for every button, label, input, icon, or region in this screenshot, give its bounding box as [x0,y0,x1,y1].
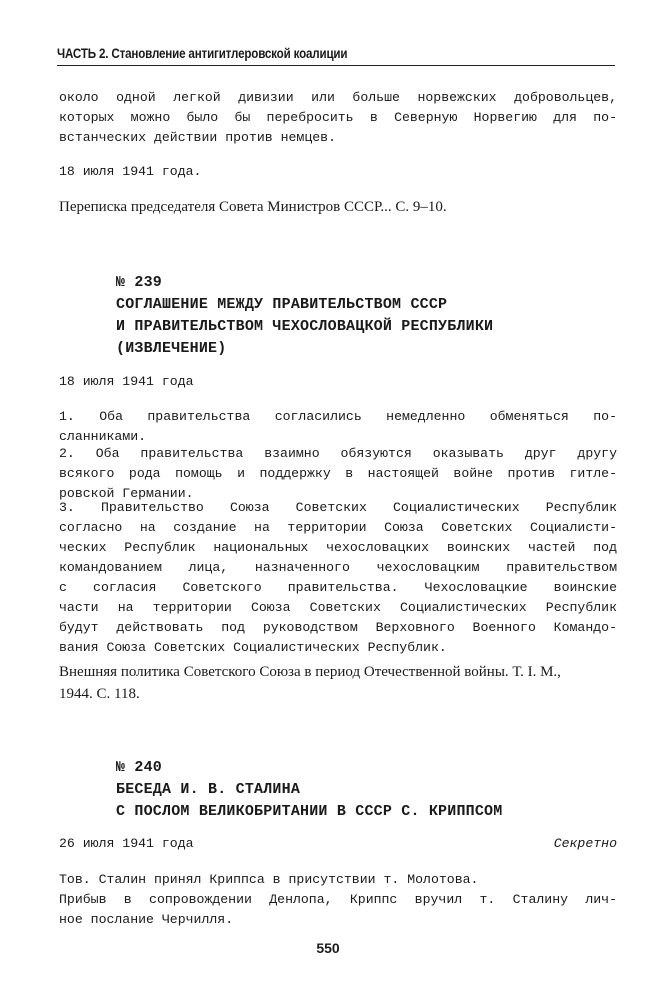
text-line: сланниками. [59,429,147,444]
doc-title-line: (ИЗВЛЕЧЕНИЕ) [116,340,227,357]
date-line: 18 июля 1941 года [59,374,194,389]
text-line: ное послание Черчилля. [59,912,234,927]
doc-title-line: БЕСЕДА И. В. СТАЛИНА [116,781,301,798]
doc-239-heading [116,272,616,360]
text-line: ческих Республик национальных чехословацких воинских частей под [59,540,617,555]
doc-title-line: И ПРАВИТЕЛЬСТВОМ ЧЕХОСЛОВАЦКОЙ РЕСПУБЛИКИ [116,318,494,335]
continuation-date [59,162,617,182]
text-line: встанческих действии против немцев. [59,130,336,145]
source-line: 1944. С. 118. [59,686,140,702]
doc-239-source [59,661,617,705]
page-number: 550 [316,940,340,956]
doc-239-date [59,372,617,392]
text-line: которых можно было бы перебросить в Северную Норвегию для по- [59,110,617,125]
text-line: около одной легкой дивизии или больше норвежских добровольцев, [59,90,617,105]
doc-240-dateline [59,834,617,854]
text-line: всякого рода помощь и поддержку в настоящей войне против гитле- [59,466,617,481]
text-line: Прибыв в сопровождении Денлопа, Криппс вручил т. Сталину лич- [59,892,617,907]
continuation-source [59,196,617,218]
doc-number: № 240 [116,759,163,776]
doc-240-para-1 [59,870,617,890]
running-head: ЧАСТЬ 2. Становление антигитлеровской коалиции [57,46,348,61]
header-rule [57,65,615,66]
text-line: вания Союза Советских Социалистических Республик. [59,640,447,655]
text-line: ровской Германии. [59,486,194,501]
doc-240-heading [116,757,616,823]
text-line: части на территории Союза Советских Социалистических Республик [59,600,617,615]
doc-239-para-2 [59,444,617,504]
doc-240-para-2 [59,890,617,930]
text-line: 3. Правительство Союза Советских Социалистических Республик [59,500,617,515]
date-line: 18 июля 1941 года. [59,164,202,179]
text-line: 2. Оба правительства взаимно обязуются оказывать друг другу [59,446,617,461]
date-line: 26 июля 1941 года [59,836,194,851]
doc-title-line: СОГЛАШЕНИЕ МЕЖДУ ПРАВИТЕЛЬСТВОМ СССР [116,296,448,313]
text-line: 1. Оба правительства согласились немедленно обменяться по- [59,409,617,424]
text-line: командованием лица, назначенного чехословацким правительством [59,560,617,575]
text-line: будут действовать под руководством Верховного Военного Командо- [59,620,617,635]
text-line: с согласия Советского правительства. Чехословацкие воинские [59,580,617,595]
doc-239-para-3 [59,498,617,658]
source-line: Переписка председателя Совета Министров СССР... С. 9–10. [59,199,447,215]
classification-label: Секретно [553,836,617,851]
doc-239-para-1 [59,407,617,447]
continuation-paragraph [59,88,617,148]
doc-title-line: С ПОСЛОМ ВЕЛИКОБРИТАНИИ В СССР С. КРИППСОМ [116,803,503,820]
text-line: согласно на создание на территории Союза Советских Социалисти- [59,520,617,535]
text-line: Тов. Сталин принял Криппса в присутствии т. Молотова. [59,872,479,887]
source-line: Внешняя политика Советского Союза в период Отечественной войны. Т. I. М., [59,664,561,680]
doc-number: № 239 [116,274,163,291]
